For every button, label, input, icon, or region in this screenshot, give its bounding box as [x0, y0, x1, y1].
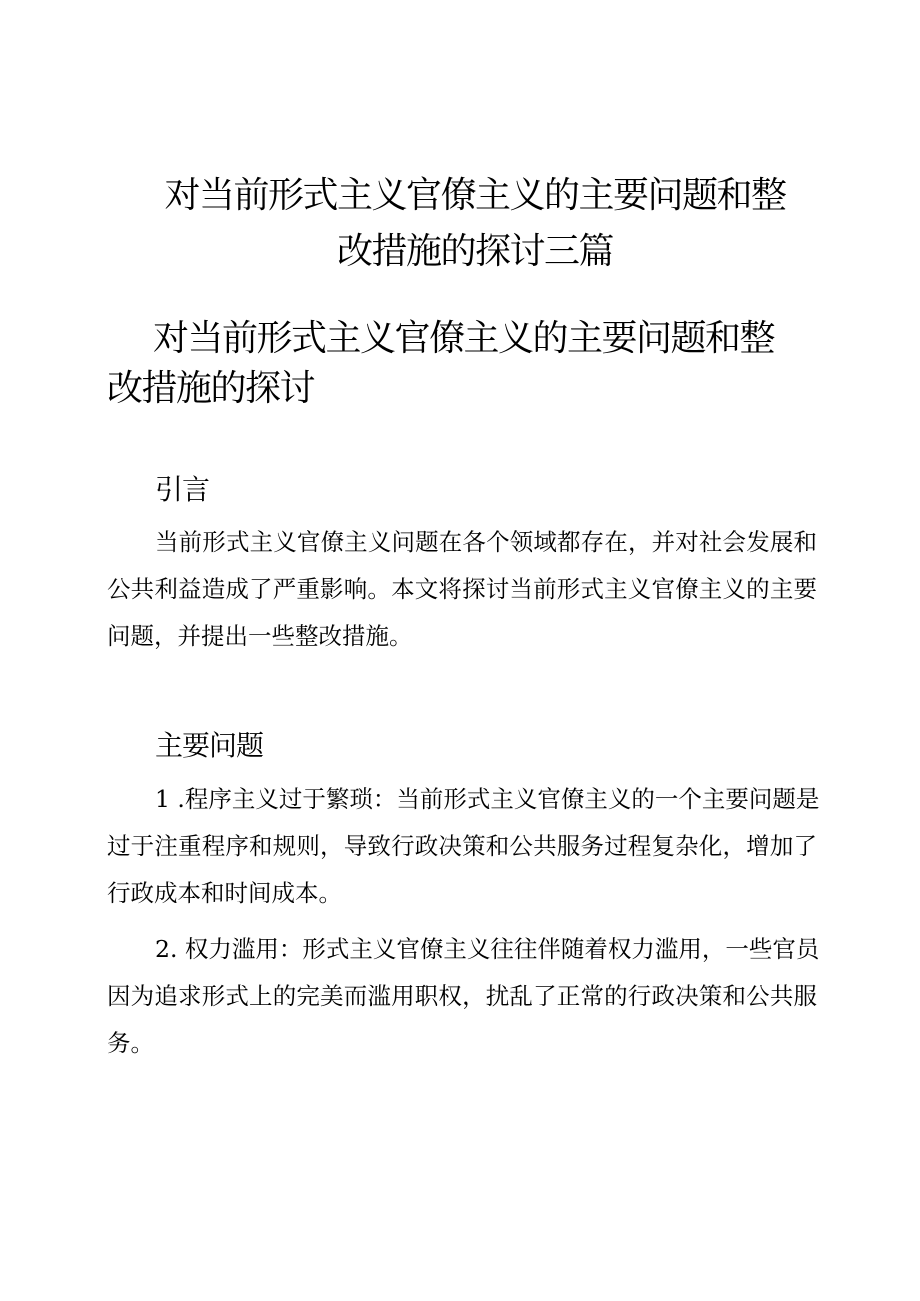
- article-title: [107, 314, 817, 414]
- document-title-line-2: 改措施的探讨三篇: [336, 231, 613, 272]
- paragraph-line: 当前形式主义官僚主义问题在各个领域都存在，并对社会发展和: [155, 528, 817, 556]
- paragraph-line: 务。: [107, 1029, 154, 1057]
- section-heading-intro: 引言: [155, 473, 210, 506]
- article-title-line-2: 改措施的探讨: [107, 368, 315, 409]
- section-heading-main-issues: 主要问题: [155, 729, 264, 762]
- issue-paragraph-1: [107, 776, 820, 917]
- paragraph-line: 过于注重程序和规则，导致行政决策和公共服务过程复杂化，增加了: [107, 832, 817, 860]
- document-title: [100, 168, 850, 280]
- paragraph-line: 2. 权力滥用：形式主义官僚主义往往伴随着权力滥用，一些官员: [155, 935, 820, 963]
- paragraph-line: 1 .程序主义过于繁琐：当前形式主义官僚主义的一个主要问题是: [155, 785, 820, 813]
- paragraph-line: 问题，并提出一些整改措施。: [107, 622, 413, 650]
- paragraph-line: 因为追求形式上的完美而滥用职权，扰乱了正常的行政决策和公共服: [107, 982, 817, 1010]
- paragraph-line: 行政成本和时间成本。: [107, 879, 342, 907]
- paragraph-line: 公共利益造成了严重影响。本文将探讨当前形式主义官僚主义的主要: [107, 575, 817, 603]
- intro-paragraph: [107, 519, 817, 660]
- document-title-line-1: 对当前形式主义官僚主义的主要问题和整: [164, 175, 786, 216]
- article-title-line-1: 对当前形式主义官僚主义的主要问题和整: [153, 318, 775, 359]
- issue-paragraph-2: [107, 926, 820, 1067]
